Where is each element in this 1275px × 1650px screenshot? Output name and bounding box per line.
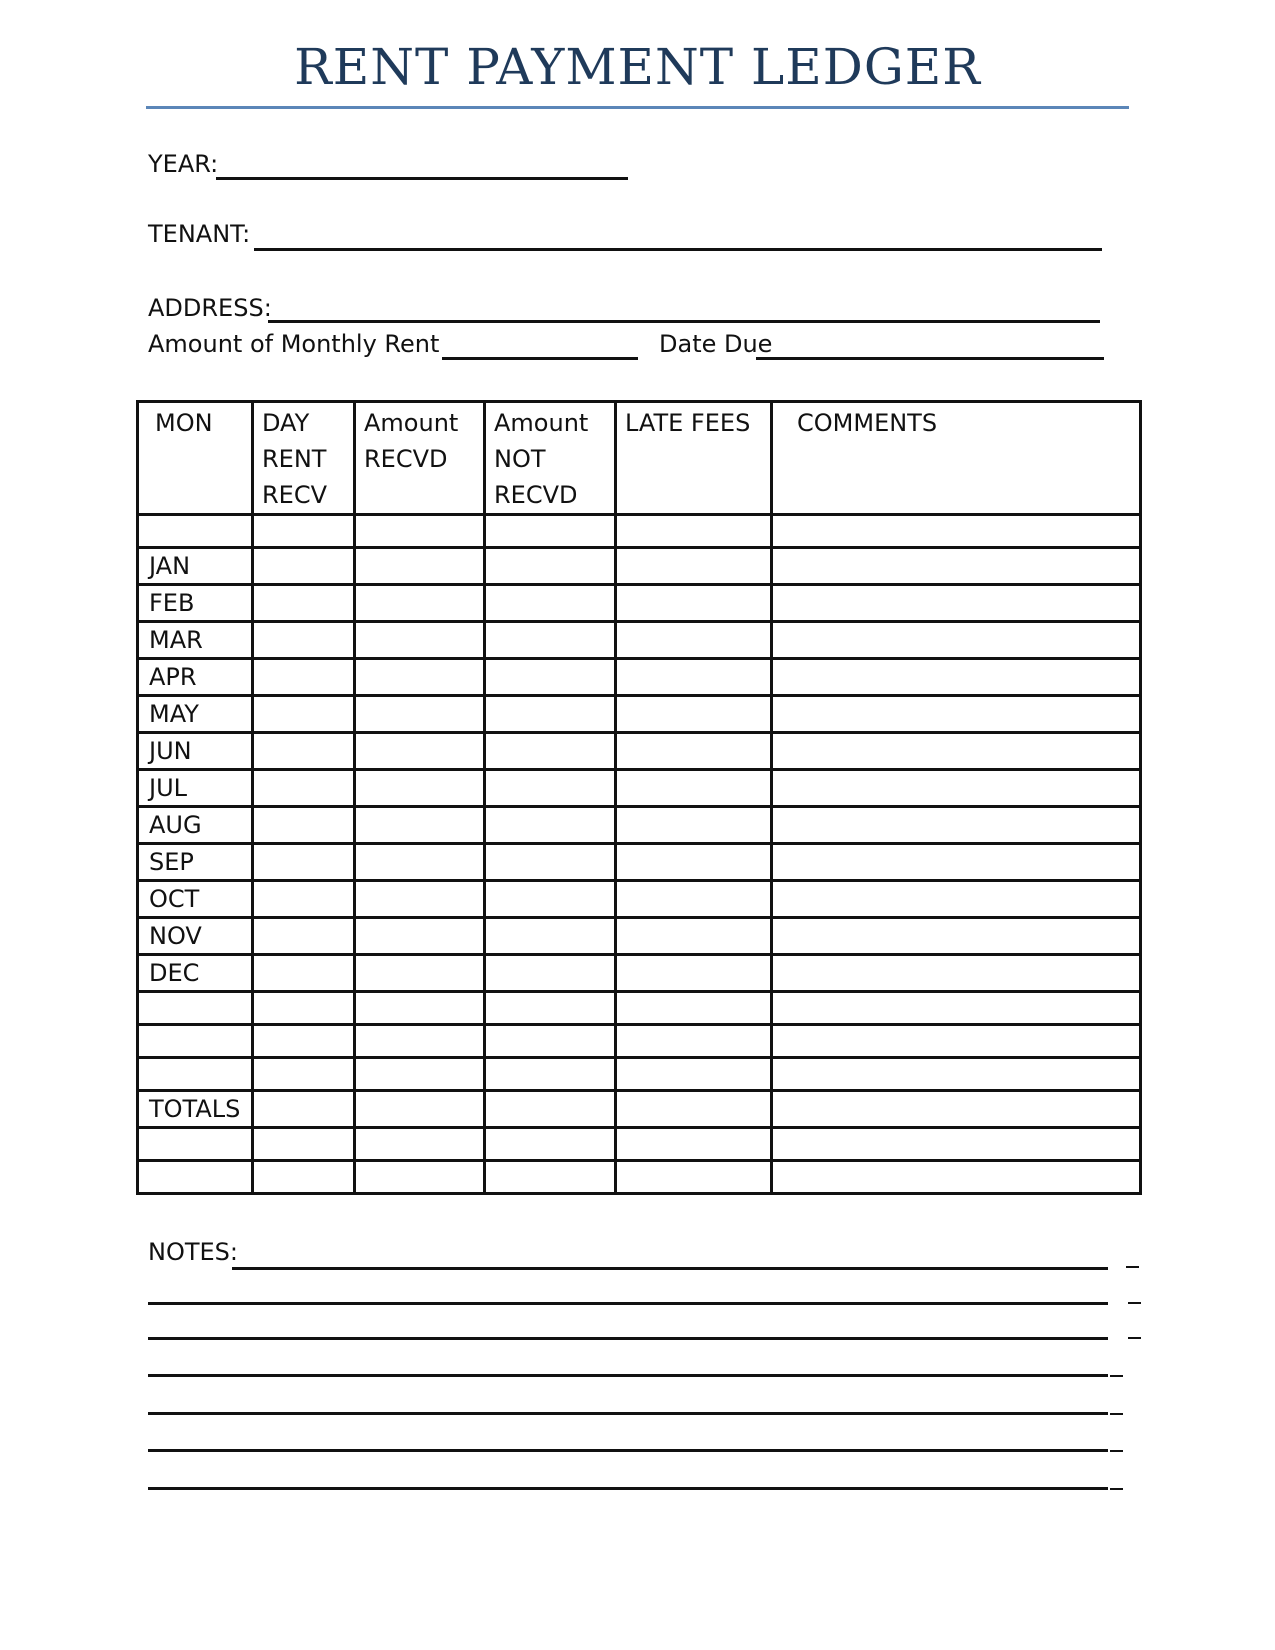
entry-cell[interactable] [355, 1128, 485, 1161]
entry-cell[interactable] [616, 659, 772, 696]
table-row [138, 696, 1141, 733]
tenant-label: TENANT: [148, 220, 251, 248]
month-cell: JUN [138, 733, 253, 770]
column-header-text: RENT [262, 445, 327, 473]
table-row [138, 733, 1141, 770]
entry-cell[interactable] [772, 881, 1141, 918]
entry-cell[interactable] [485, 881, 616, 918]
table-row [138, 992, 1141, 1025]
entry-cell[interactable] [355, 1091, 485, 1128]
ledger-table [136, 400, 1142, 1195]
entry-cell[interactable] [253, 844, 355, 881]
entry-cell[interactable] [355, 515, 485, 548]
entry-cell[interactable] [772, 1025, 1141, 1058]
table-row [138, 918, 1141, 955]
entry-cell[interactable] [772, 1161, 1141, 1194]
entry-cell[interactable] [772, 659, 1141, 696]
entry-cell[interactable] [772, 807, 1141, 844]
entry-cell[interactable] [355, 1058, 485, 1091]
entry-cell[interactable] [253, 622, 355, 659]
entry-cell[interactable] [485, 515, 616, 548]
entry-cell[interactable] [355, 733, 485, 770]
column-header [485, 402, 616, 515]
address-field[interactable] [268, 320, 1100, 323]
entry-cell[interactable] [616, 1128, 772, 1161]
entry-cell[interactable] [485, 622, 616, 659]
month-cell: DEC [138, 955, 253, 992]
column-header-text: NOT [494, 445, 546, 473]
entry-cell[interactable] [616, 1058, 772, 1091]
column-header-text: LATE FEES [625, 409, 751, 437]
entry-cell[interactable] [616, 992, 772, 1025]
entry-cell[interactable] [772, 1128, 1141, 1161]
entry-cell[interactable] [485, 659, 616, 696]
entry-cell[interactable] [355, 992, 485, 1025]
entry-cell[interactable] [253, 1161, 355, 1194]
column-header-text: COMMENTS [797, 409, 938, 437]
entry-cell[interactable] [355, 844, 485, 881]
entry-cell[interactable] [253, 659, 355, 696]
table-row [138, 1128, 1141, 1161]
notes-line[interactable] [232, 1267, 1108, 1270]
entry-cell[interactable] [485, 1025, 616, 1058]
entry-cell[interactable] [253, 918, 355, 955]
column-header [138, 402, 253, 515]
entry-cell[interactable] [355, 918, 485, 955]
entry-cell[interactable] [253, 696, 355, 733]
entry-cell[interactable] [485, 1128, 616, 1161]
month-cell: AUG [138, 807, 253, 844]
table-row [138, 844, 1141, 881]
entry-cell[interactable] [772, 1058, 1141, 1091]
entry-cell[interactable] [485, 1161, 616, 1194]
entry-cell[interactable] [616, 807, 772, 844]
month-cell: JAN [138, 548, 253, 585]
notes-dash [1128, 1302, 1141, 1304]
entry-cell[interactable] [253, 515, 355, 548]
entry-cell[interactable] [616, 622, 772, 659]
entry-cell[interactable] [253, 585, 355, 622]
entry-cell[interactable] [616, 1091, 772, 1128]
entry-cell[interactable] [616, 585, 772, 622]
entry-cell[interactable] [485, 955, 616, 992]
month-cell: FEB [138, 585, 253, 622]
entry-cell[interactable] [772, 515, 1141, 548]
column-header [355, 402, 485, 515]
entry-cell[interactable] [616, 548, 772, 585]
date-due-label: Date Due [659, 330, 773, 358]
title-divider [146, 106, 1129, 109]
entry-cell[interactable] [485, 844, 616, 881]
month-cell [138, 1161, 253, 1194]
month-cell [138, 1025, 253, 1058]
entry-cell[interactable] [355, 548, 485, 585]
monthly-rent-field[interactable] [442, 357, 638, 360]
entry-cell[interactable] [485, 807, 616, 844]
entry-cell[interactable] [772, 622, 1141, 659]
table-row [138, 1025, 1141, 1058]
column-header-text: MON [155, 409, 213, 437]
month-cell: MAY [138, 696, 253, 733]
entry-cell[interactable] [616, 955, 772, 992]
notes-line[interactable] [148, 1487, 1108, 1490]
entry-cell[interactable] [355, 881, 485, 918]
entry-cell[interactable] [253, 733, 355, 770]
table-row [138, 1058, 1141, 1091]
entry-cell[interactable] [485, 770, 616, 807]
entry-cell[interactable] [772, 770, 1141, 807]
entry-cell[interactable] [616, 881, 772, 918]
notes-dash [1126, 1266, 1139, 1268]
table-header-row [138, 402, 1141, 515]
page-title: RENT PAYMENT LEDGER [294, 38, 981, 96]
notes-line[interactable] [148, 1302, 1108, 1305]
entry-cell[interactable] [772, 992, 1141, 1025]
entry-cell[interactable] [485, 585, 616, 622]
month-cell [138, 1058, 253, 1091]
column-header-text: RECVD [494, 481, 578, 509]
notes-dash [1110, 1375, 1123, 1377]
month-cell: SEP [138, 844, 253, 881]
entry-cell[interactable] [772, 585, 1141, 622]
table-row [138, 515, 1141, 548]
column-header [616, 402, 772, 515]
notes-line[interactable] [148, 1449, 1108, 1452]
column-header-text: RECV [262, 481, 328, 509]
entry-cell[interactable] [355, 585, 485, 622]
entry-cell[interactable] [616, 733, 772, 770]
notes-line[interactable] [148, 1412, 1108, 1415]
entry-cell[interactable] [355, 955, 485, 992]
entry-cell[interactable] [355, 770, 485, 807]
entry-cell[interactable] [355, 696, 485, 733]
entry-cell[interactable] [772, 1091, 1141, 1128]
entry-cell[interactable] [772, 918, 1141, 955]
year-label: YEAR: [148, 150, 219, 178]
table-row [138, 1161, 1141, 1194]
entry-cell[interactable] [485, 733, 616, 770]
entry-cell[interactable] [253, 1025, 355, 1058]
date-due-field[interactable] [756, 357, 1104, 360]
entry-cell[interactable] [355, 1161, 485, 1194]
entry-cell[interactable] [616, 1161, 772, 1194]
month-cell [138, 1128, 253, 1161]
entry-cell[interactable] [772, 955, 1141, 992]
table-row [138, 1091, 1141, 1128]
notes-line[interactable] [148, 1337, 1108, 1340]
entry-cell[interactable] [355, 622, 485, 659]
entry-cell[interactable] [253, 770, 355, 807]
table-row [138, 807, 1141, 844]
month-cell: APR [138, 659, 253, 696]
entry-cell[interactable] [616, 696, 772, 733]
entry-cell[interactable] [616, 515, 772, 548]
entry-cell[interactable] [253, 1128, 355, 1161]
month-cell: MAR [138, 622, 253, 659]
entry-cell[interactable] [253, 1058, 355, 1091]
entry-cell[interactable] [253, 807, 355, 844]
address-label: ADDRESS: [148, 294, 272, 322]
entry-cell[interactable] [355, 659, 485, 696]
table-row [138, 585, 1141, 622]
entry-cell[interactable] [485, 548, 616, 585]
table-row [138, 622, 1141, 659]
month-cell [138, 515, 253, 548]
notes-dash [1110, 1413, 1123, 1415]
table-row [138, 955, 1141, 992]
entry-cell[interactable] [485, 1058, 616, 1091]
notes-dash [1110, 1488, 1123, 1490]
entry-cell[interactable] [355, 807, 485, 844]
table-row [138, 659, 1141, 696]
column-header-text: Amount [364, 409, 459, 437]
notes-dash [1128, 1337, 1141, 1339]
notes-line[interactable] [148, 1374, 1108, 1377]
entry-cell[interactable] [772, 733, 1141, 770]
entry-cell[interactable] [616, 1025, 772, 1058]
entry-cell[interactable] [485, 918, 616, 955]
month-cell: NOV [138, 918, 253, 955]
month-cell: TOTALS [138, 1091, 253, 1128]
column-header-text: Amount [494, 409, 589, 437]
entry-cell[interactable] [616, 770, 772, 807]
entry-cell[interactable] [355, 1025, 485, 1058]
tenant-field[interactable] [254, 248, 1102, 251]
entry-cell[interactable] [253, 992, 355, 1025]
column-header [253, 402, 355, 515]
entry-cell[interactable] [253, 548, 355, 585]
entry-cell[interactable] [253, 881, 355, 918]
month-cell: OCT [138, 881, 253, 918]
monthly-rent-label: Amount of Monthly Rent [148, 330, 440, 358]
entry-cell[interactable] [772, 696, 1141, 733]
entry-cell[interactable] [485, 992, 616, 1025]
entry-cell[interactable] [253, 1091, 355, 1128]
year-field[interactable] [216, 177, 628, 180]
entry-cell[interactable] [485, 1091, 616, 1128]
table-row [138, 881, 1141, 918]
entry-cell[interactable] [616, 918, 772, 955]
month-cell: JUL [138, 770, 253, 807]
column-header-text: DAY [262, 409, 310, 437]
column-header-text: RECVD [364, 445, 448, 473]
entry-cell[interactable] [772, 548, 1141, 585]
entry-cell[interactable] [253, 955, 355, 992]
month-cell [138, 992, 253, 1025]
entry-cell[interactable] [772, 844, 1141, 881]
column-header [772, 402, 1141, 515]
entry-cell[interactable] [485, 696, 616, 733]
table-row [138, 548, 1141, 585]
notes-dash [1110, 1450, 1123, 1452]
table-row [138, 770, 1141, 807]
notes-label: NOTES: [148, 1238, 238, 1266]
entry-cell[interactable] [616, 844, 772, 881]
